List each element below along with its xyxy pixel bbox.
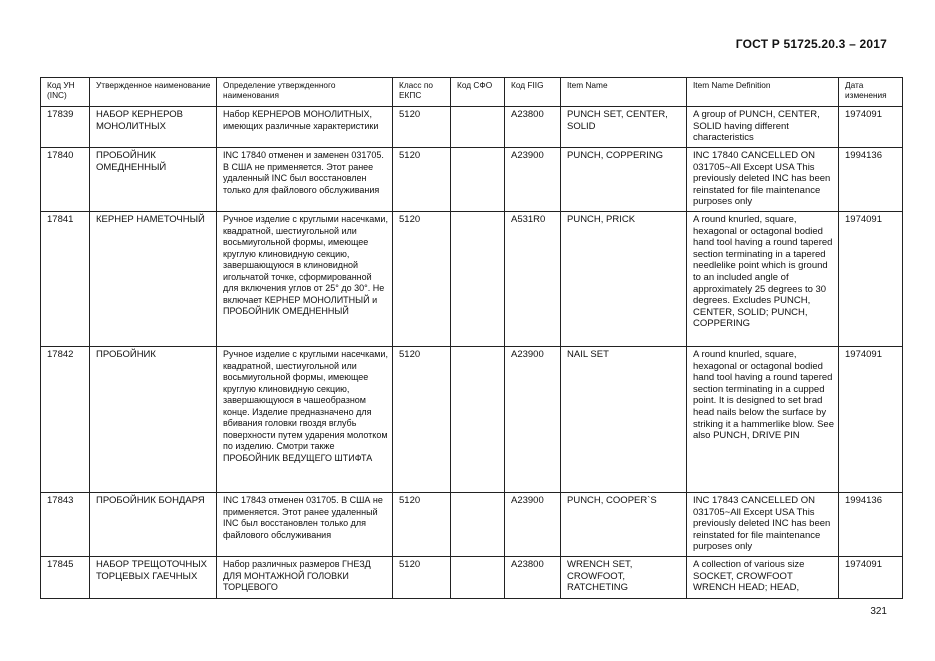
cell-fiig-code: A23900: [505, 493, 561, 557]
cell-ekps-class: 5120: [393, 347, 451, 493]
cell-item-definition: A collection of various size SOCKET, CROWFOOT WRENCH HEAD; HEAD,: [687, 557, 839, 599]
table-row: [41, 493, 903, 557]
cell-item-definition: A group of PUNCH, CENTER, SOLID having different characteristics: [687, 107, 839, 148]
cell-item-name: NAIL SET: [561, 347, 687, 493]
cell-item-definition: A round knurled, square, hexagonal or octagonal bodied hand tool having a round tapered section terminating in a tapered needlelike point which is ground to an included angle of approximately 25 degrees to 30 degrees. Excludes PUNCH, CENTER, SOLID; PUNCH, COPPERING: [687, 212, 839, 347]
cell-ekps-class: 5120: [393, 557, 451, 599]
cell-change-date: 1974091: [839, 557, 903, 599]
table-row: [41, 557, 903, 599]
cell-approved-name: НАБОР ТРЕЩОТОЧНЫХ ТОРЦЕВЫХ ГАЕЧНЫХ: [90, 557, 217, 599]
cell-definition: INC 17840 отменен и заменен 031705. В США не применяется. Этот ранее удаленный INC был восстановлен только для файлового обслуживания: [217, 148, 393, 212]
cell-inc: 17842: [41, 347, 90, 493]
cell-change-date: 1974091: [839, 212, 903, 347]
page-number: 321: [870, 606, 887, 617]
col-header-item-definition: Item Name Definition: [687, 78, 839, 107]
col-header-sfo-code: Код СФО: [451, 78, 505, 107]
cell-change-date: 1974091: [839, 347, 903, 493]
cell-item-definition: INC 17843 CANCELLED ON 031705~All Except USA This previously deleted INC has been reinstated for file maintenance purposes only: [687, 493, 839, 557]
col-header-definition: Определение утвержденного наименования: [217, 78, 393, 107]
col-header-fiig-code: Код FIIG: [505, 78, 561, 107]
cell-inc: 17843: [41, 493, 90, 557]
nomenclature-table: [40, 77, 902, 599]
cell-item-name: PUNCH, COPPERING: [561, 148, 687, 212]
cell-inc: 17840: [41, 148, 90, 212]
table-row: [41, 107, 903, 148]
cell-fiig-code: A23800: [505, 557, 561, 599]
cell-item-name: PUNCH SET, CENTER, SOLID: [561, 107, 687, 148]
cell-sfo-code: [451, 107, 505, 148]
cell-fiig-code: A23800: [505, 107, 561, 148]
cell-definition: Набор различных размеров ГНЕЗД ДЛЯ МОНТАЖНОЙ ГОЛОВКИ ТОРЦЕВОГО: [217, 557, 393, 599]
cell-sfo-code: [451, 347, 505, 493]
cell-definition: Набор КЕРНЕРОВ МОНОЛИТНЫХ, имеющих различные характеристики: [217, 107, 393, 148]
table-header-row: [41, 78, 903, 107]
cell-definition: INC 17843 отменен 031705. В США не применяется. Этот ранее удаленный INC был восстановлен только для файлового обслуживания: [217, 493, 393, 557]
cell-approved-name: НАБОР КЕРНЕРОВ МОНОЛИТНЫХ: [90, 107, 217, 148]
cell-ekps-class: 5120: [393, 148, 451, 212]
cell-sfo-code: [451, 557, 505, 599]
cell-item-name: PUNCH, COOPER`S: [561, 493, 687, 557]
cell-ekps-class: 5120: [393, 212, 451, 347]
cell-ekps-class: 5120: [393, 493, 451, 557]
cell-inc: 17839: [41, 107, 90, 148]
cell-approved-name: ПРОБОЙНИК ОМЕДНЕННЫЙ: [90, 148, 217, 212]
table-row: [41, 347, 903, 493]
cell-item-definition: A round knurled, square, hexagonal or octagonal bodied hand tool having a round tapered section terminating in a cupped point. It is designed to set brad head nails below the surface by striking it a hammerlike blow. See also PUNCH, DRIVE PIN: [687, 347, 839, 493]
document-code: ГОСТ Р 51725.20.3 – 2017: [735, 37, 887, 51]
cell-inc: 17845: [41, 557, 90, 599]
cell-approved-name: ПРОБОЙНИК БОНДАРЯ: [90, 493, 217, 557]
cell-sfo-code: [451, 148, 505, 212]
col-header-item-name: Item Name: [561, 78, 687, 107]
col-header-change-date: Дата изменения: [839, 78, 903, 107]
cell-fiig-code: A531R0: [505, 212, 561, 347]
cell-change-date: 1974091: [839, 107, 903, 148]
col-header-approved-name: Утвержденное наименование: [90, 78, 217, 107]
cell-change-date: 1994136: [839, 148, 903, 212]
col-header-inc: Код УН (INC): [41, 78, 90, 107]
cell-item-name: WRENCH SET, CROWFOOT, RATCHETING: [561, 557, 687, 599]
cell-approved-name: КЕРНЕР НАМЕТОЧНЫЙ: [90, 212, 217, 347]
table-row: [41, 212, 903, 347]
cell-sfo-code: [451, 212, 505, 347]
cell-fiig-code: A23900: [505, 347, 561, 493]
table-row: [41, 148, 903, 212]
cell-item-name: PUNCH, PRICK: [561, 212, 687, 347]
cell-definition: Ручное изделие с круглыми насечками, квадратной, шестиугольной или восьмиугольной формы, имеющее круглую клиновидную секцию, завершающуюся в чашеобразном конце. Изделие предназначено для вбивания головки гвоздя вглубь поверхности путем ударения молотком по изделию. Смотри также ПРОБОЙНИК ВЕДУЩЕГО ШТИФТА: [217, 347, 393, 493]
cell-change-date: 1994136: [839, 493, 903, 557]
col-header-ekps-class: Класс по ЕКПС: [393, 78, 451, 107]
cell-inc: 17841: [41, 212, 90, 347]
cell-item-definition: INC 17840 CANCELLED ON 031705~All Except USA This previously deleted INC has been reinstated for file maintenance purposes only: [687, 148, 839, 212]
cell-fiig-code: A23900: [505, 148, 561, 212]
cell-definition: Ручное изделие с круглыми насечками, квадратной, шестиугольной или восьмиугольной формы, имеющее круглую клиновидную секцию, завершающуюся в клиновидной игольчатой точке, сформированной для включения углов от 25° до 30°. Не включает КЕРНЕР МОНОЛИТНЫЙ и ПРОБОЙНИК ОМЕДНЕННЫЙ: [217, 212, 393, 347]
cell-approved-name: ПРОБОЙНИК: [90, 347, 217, 493]
cell-ekps-class: 5120: [393, 107, 451, 148]
cell-sfo-code: [451, 493, 505, 557]
